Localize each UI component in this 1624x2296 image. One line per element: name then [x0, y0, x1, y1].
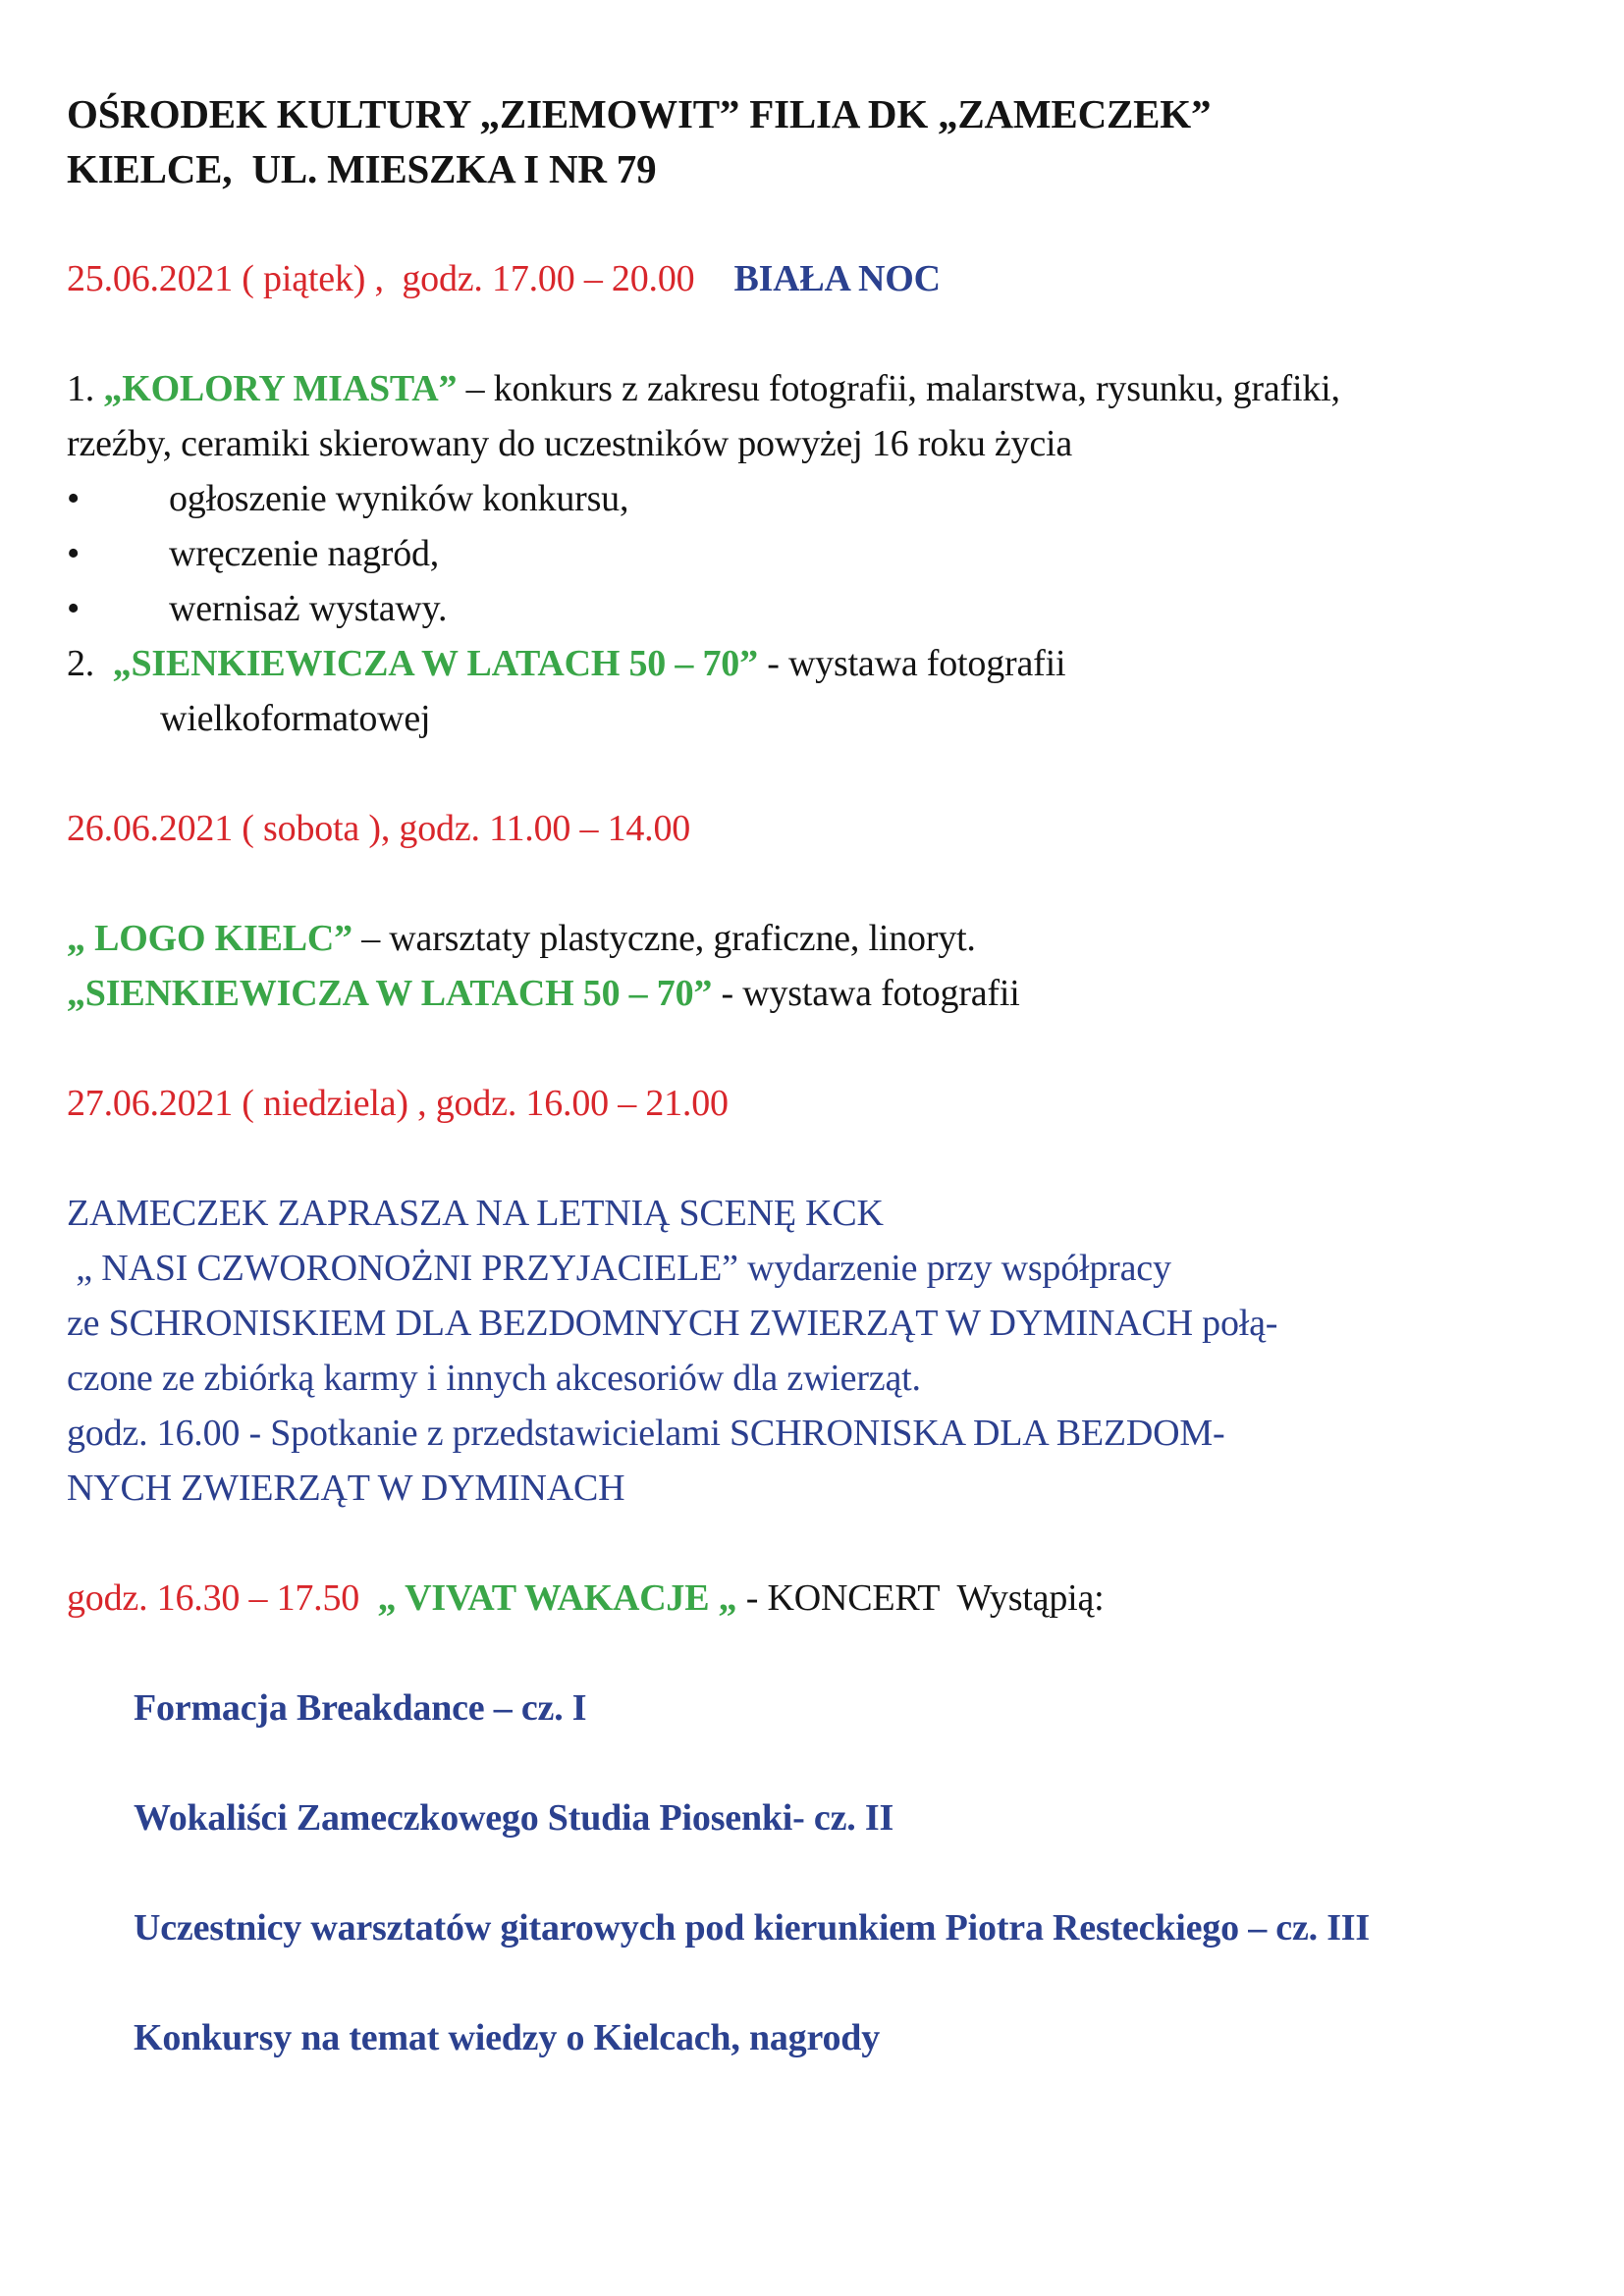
venue-name: OŚRODEK KULTURY „ZIEMOWIT” FILIA DK „ZAMECZEK”	[67, 91, 1212, 136]
spacer	[67, 856, 1589, 911]
performer-item-4: Konkursy na temat wiedzy o Kielcach, nagrody	[134, 2017, 880, 2058]
spacer	[67, 1516, 1589, 1571]
concert-name: „ VIVAT WAKACJE „	[359, 1577, 746, 1619]
program-item-2	[67, 636, 1589, 691]
event2-activity-2	[67, 966, 1589, 1021]
concert-desc: - KONCERT Wystąpią:	[745, 1577, 1105, 1619]
spacer	[67, 746, 1589, 801]
spacer	[67, 1735, 1589, 1790]
spacer	[67, 1021, 1589, 1076]
performer-item-1: Formacja Breakdance – cz. I	[134, 1687, 587, 1729]
bullet-icon: •	[67, 533, 81, 574]
event2-activity-1	[67, 911, 1589, 966]
event1-date: 25.06.2021 ( piątek) , godz. 17.00 – 20.00	[67, 258, 695, 299]
program-item-2-continuation: wielkoformatowej	[160, 698, 431, 739]
spacer	[67, 1955, 1589, 2010]
bullet-item-1-text: ogłoszenie wyników konkursu,	[169, 478, 629, 519]
program-item-1	[67, 361, 1589, 416]
event2-activity-2-name: „SIENKIEWICZA W LATACH 50 – 70”	[67, 973, 713, 1014]
spacer	[67, 306, 1589, 361]
event2-activity-1-desc: – warsztaty plastyczne, graficzne, linoryt.	[352, 918, 976, 959]
event2-activity-2-desc: - wystawa fotografii	[712, 973, 1020, 1014]
program-item-1-continuation: rzeźby, ceramiki skierowany do uczestników powyżej 16 roku życia	[67, 423, 1073, 464]
program-item-2-number: 2.	[67, 643, 113, 684]
program-item-2-name: „SIENKIEWICZA W LATACH 50 – 70”	[112, 643, 758, 684]
event3-paragraph-line-6: NYCH ZWIERZĄT W DYMINACH	[67, 1468, 625, 1509]
event3-paragraph-line-3: ze SCHRONISKIEM DLA BEZDOMNYCH ZWIERZĄT W DYMINACH połą-	[67, 1303, 1278, 1344]
event1-header-line	[67, 251, 1589, 306]
spacer	[67, 1131, 1589, 1186]
program-item-1-name: „KOLORY MIASTA”	[103, 368, 458, 409]
bullet-item-2	[67, 526, 1589, 581]
performer-item-2: Wokaliści Zameczkowego Studia Piosenki- cz. II	[134, 1797, 894, 1839]
event2-date: 26.06.2021 ( sobota ), godz. 11.00 – 14.00	[67, 808, 691, 849]
spacer	[67, 196, 1589, 251]
bullet-icon: •	[67, 588, 81, 629]
concert-line	[67, 1571, 1589, 1626]
bullet-item-1	[67, 471, 1589, 526]
program-item-2-desc: - wystawa fotografii	[757, 643, 1066, 684]
spacer	[67, 1845, 1589, 1900]
event3-paragraph-line-5: godz. 16.00 - Spotkanie z przedstawicielami SCHRONISKA DLA BEZDOM-	[67, 1413, 1225, 1454]
bullet-item-3-text: wernisaż wystawy.	[169, 588, 448, 629]
venue-address: KIELCE, UL. MIESZKA I NR 79	[67, 146, 657, 191]
bullet-item-2-text: wręczenie nagród,	[169, 533, 440, 574]
bullet-item-3	[67, 581, 1589, 636]
spacer	[67, 1626, 1589, 1681]
bullet-icon: •	[67, 478, 81, 519]
event1-title: BIAŁA NOC	[733, 258, 941, 299]
performer-item-3: Uczestnicy warsztatów gitarowych pod kierunkiem Piotra Resteckiego – cz. III	[134, 1907, 1370, 1949]
event3-paragraph-line-1: ZAMECZEK ZAPRASZA NA LETNIĄ SCENĘ KCK	[67, 1193, 884, 1234]
event3-paragraph-line-2: „ NASI CZWORONOŻNI PRZYJACIELE” wydarzenie przy współpracy	[67, 1248, 1171, 1289]
program-item-1-desc: – konkurs z zakresu fotografii, malarstwa, rysunku, grafiki,	[457, 368, 1340, 409]
event3-paragraph-line-4: czone ze zbiórką karmy i innych akcesoriów dla zwierząt.	[67, 1358, 921, 1399]
program-item-1-number: 1.	[67, 368, 104, 409]
event3-date: 27.06.2021 ( niedziela) , godz. 16.00 – 21.00	[67, 1083, 729, 1124]
concert-time: godz. 16.30 – 17.50	[67, 1577, 360, 1619]
event2-activity-1-name: „ LOGO KIELC”	[67, 918, 352, 959]
